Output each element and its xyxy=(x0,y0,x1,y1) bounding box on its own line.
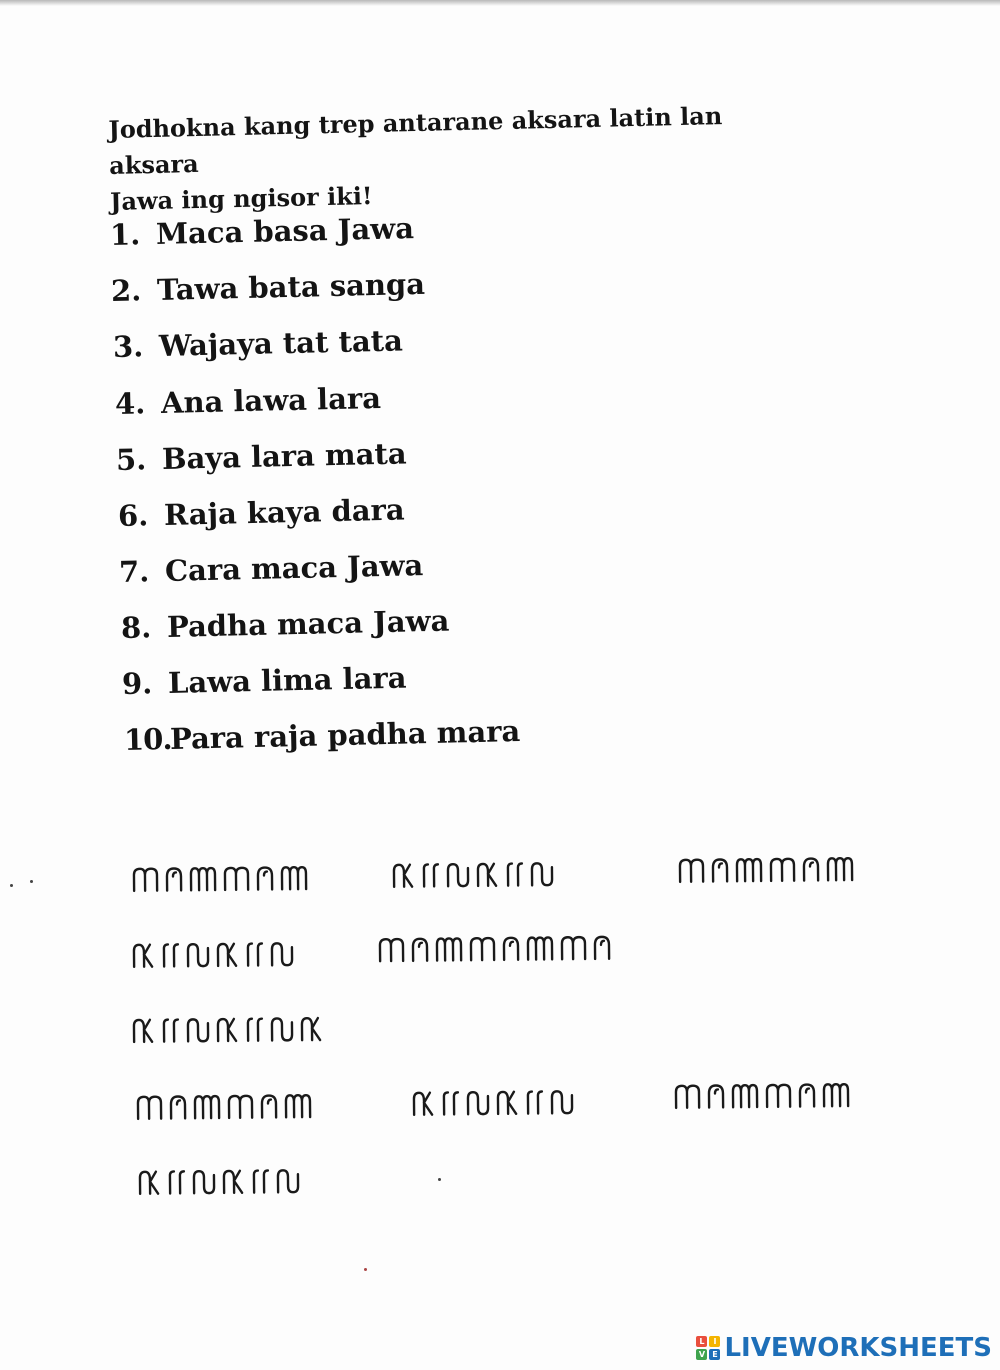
javanese-glyph xyxy=(214,1015,242,1045)
javanese-glyph xyxy=(733,855,767,885)
javanese-glyph xyxy=(467,934,500,964)
brand-name: LIVEWORKSHEETS xyxy=(724,1333,992,1363)
javanese-glyph xyxy=(800,854,824,884)
javanese-script-group xyxy=(130,1012,326,1046)
javanese-glyph xyxy=(390,861,418,891)
javanese-glyph xyxy=(134,1093,167,1123)
javanese-glyph xyxy=(163,864,187,894)
javanese-glyph xyxy=(591,933,615,963)
liveworksheets-logo xyxy=(696,1330,992,1366)
list-item xyxy=(124,714,521,757)
javanese-glyph xyxy=(258,1091,282,1121)
item-number: 1. xyxy=(109,217,141,252)
javanese-glyph xyxy=(820,1080,854,1110)
item-number: 8. xyxy=(120,610,152,645)
item-text: Baya lara mata xyxy=(161,436,407,476)
javanese-glyph xyxy=(225,1092,258,1122)
javanese-glyph xyxy=(409,935,433,965)
item-text: Lawa lima lara xyxy=(167,660,407,700)
item-number: 10. xyxy=(123,721,172,757)
javanese-glyph xyxy=(494,1088,522,1118)
javanese-glyph xyxy=(282,1091,316,1121)
javanese-script-group xyxy=(134,1089,316,1123)
javanese-glyph xyxy=(278,863,312,893)
javanese-glyph xyxy=(502,859,528,889)
item-text: Para raja padha mara xyxy=(169,714,521,756)
javanese-glyph xyxy=(418,860,444,890)
javanese-glyph xyxy=(167,1092,191,1122)
javanese-glyph xyxy=(709,855,733,885)
item-text: Wajaya tat tata xyxy=(158,323,404,363)
javanese-glyph xyxy=(242,939,268,969)
instruction-line-1: Jodhokna kang trep antarane aksara latin lan aksara xyxy=(108,101,723,180)
javanese-script-group xyxy=(390,857,558,891)
javanese-script-group xyxy=(136,1164,304,1198)
list-item xyxy=(122,661,407,701)
javanese-glyph xyxy=(220,1167,248,1197)
javanese-glyph xyxy=(438,1088,464,1118)
item-number: 6. xyxy=(117,498,149,533)
javanese-script-group xyxy=(130,861,312,895)
list-item xyxy=(113,323,404,364)
item-number: 7. xyxy=(118,554,150,589)
item-text: Padha maca Jawa xyxy=(166,603,450,644)
javanese-glyph xyxy=(268,1014,298,1044)
logo-letter: L xyxy=(696,1336,707,1347)
list-item xyxy=(115,381,382,421)
list-item xyxy=(121,604,450,645)
scan-speck xyxy=(438,1178,441,1181)
javanese-glyph xyxy=(130,1016,158,1046)
javanese-glyph xyxy=(158,940,184,970)
javanese-glyph xyxy=(214,940,242,970)
item-text: Cara maca Jawa xyxy=(164,548,424,588)
javanese-glyph xyxy=(796,1080,820,1110)
javanese-glyph xyxy=(464,1088,494,1118)
javanese-glyph xyxy=(672,1082,705,1112)
javanese-glyph xyxy=(474,860,502,890)
javanese-glyph xyxy=(190,1167,220,1197)
scan-speck xyxy=(30,880,33,883)
list-item xyxy=(118,492,405,532)
javanese-glyph xyxy=(164,1167,190,1197)
javanese-glyph xyxy=(298,1014,326,1044)
javanese-glyph xyxy=(254,863,278,893)
item-number: 3. xyxy=(112,329,144,364)
javanese-glyph xyxy=(767,855,800,885)
list-item xyxy=(119,548,424,589)
javanese-glyph xyxy=(376,935,409,965)
javanese-glyph xyxy=(274,1166,304,1196)
item-text: Raja kaya dara xyxy=(163,492,406,532)
list-item xyxy=(116,436,407,477)
scan-top-edge xyxy=(0,0,1000,6)
scan-speck xyxy=(10,884,13,887)
javanese-glyph xyxy=(158,1015,184,1045)
javanese-glyph xyxy=(242,1015,268,1045)
javanese-script-group xyxy=(676,852,858,886)
javanese-script-group xyxy=(130,937,298,971)
javanese-glyph xyxy=(705,1081,729,1111)
javanese-script-group xyxy=(672,1078,854,1112)
javanese-glyph xyxy=(444,860,474,890)
item-number: 9. xyxy=(121,666,153,701)
item-number: 5. xyxy=(115,442,147,477)
javanese-glyph xyxy=(184,1015,214,1045)
javanese-glyph xyxy=(500,934,524,964)
javanese-script-group xyxy=(410,1085,578,1119)
javanese-glyph xyxy=(410,1089,438,1119)
javanese-script-group xyxy=(376,931,615,966)
javanese-glyph xyxy=(676,856,709,886)
logo-letter: E xyxy=(709,1349,720,1360)
logo-icon xyxy=(696,1336,720,1360)
javanese-glyph xyxy=(824,854,858,884)
javanese-glyph xyxy=(524,933,558,963)
scan-speck xyxy=(364,1268,367,1271)
javanese-glyph xyxy=(248,1166,274,1196)
javanese-glyph xyxy=(191,1092,225,1122)
javanese-glyph xyxy=(268,939,298,969)
javanese-glyph xyxy=(548,1087,578,1117)
javanese-glyph xyxy=(221,864,254,894)
javanese-glyph xyxy=(729,1081,763,1111)
instruction-text xyxy=(108,96,810,220)
javanese-glyph xyxy=(130,865,163,895)
list-item xyxy=(111,267,426,308)
javanese-glyph xyxy=(763,1081,796,1111)
list-item xyxy=(110,211,415,252)
javanese-glyph xyxy=(136,1168,164,1198)
item-text: Tawa bata sanga xyxy=(156,266,426,307)
logo-letter: I xyxy=(709,1336,720,1347)
logo-letter: V xyxy=(696,1349,707,1360)
javanese-glyph xyxy=(130,941,158,971)
item-text: Maca basa Jawa xyxy=(155,211,415,251)
item-text: Ana lawa lara xyxy=(160,380,382,420)
javanese-glyph xyxy=(558,933,591,963)
javanese-glyph xyxy=(433,934,467,964)
javanese-glyph xyxy=(184,940,214,970)
instruction-line-2: Jawa ing ngisor iki! xyxy=(109,181,373,216)
javanese-glyph xyxy=(522,1087,548,1117)
item-number: 4. xyxy=(114,386,146,421)
item-number: 2. xyxy=(110,273,142,308)
javanese-glyph xyxy=(528,859,558,889)
javanese-glyph xyxy=(187,864,221,894)
